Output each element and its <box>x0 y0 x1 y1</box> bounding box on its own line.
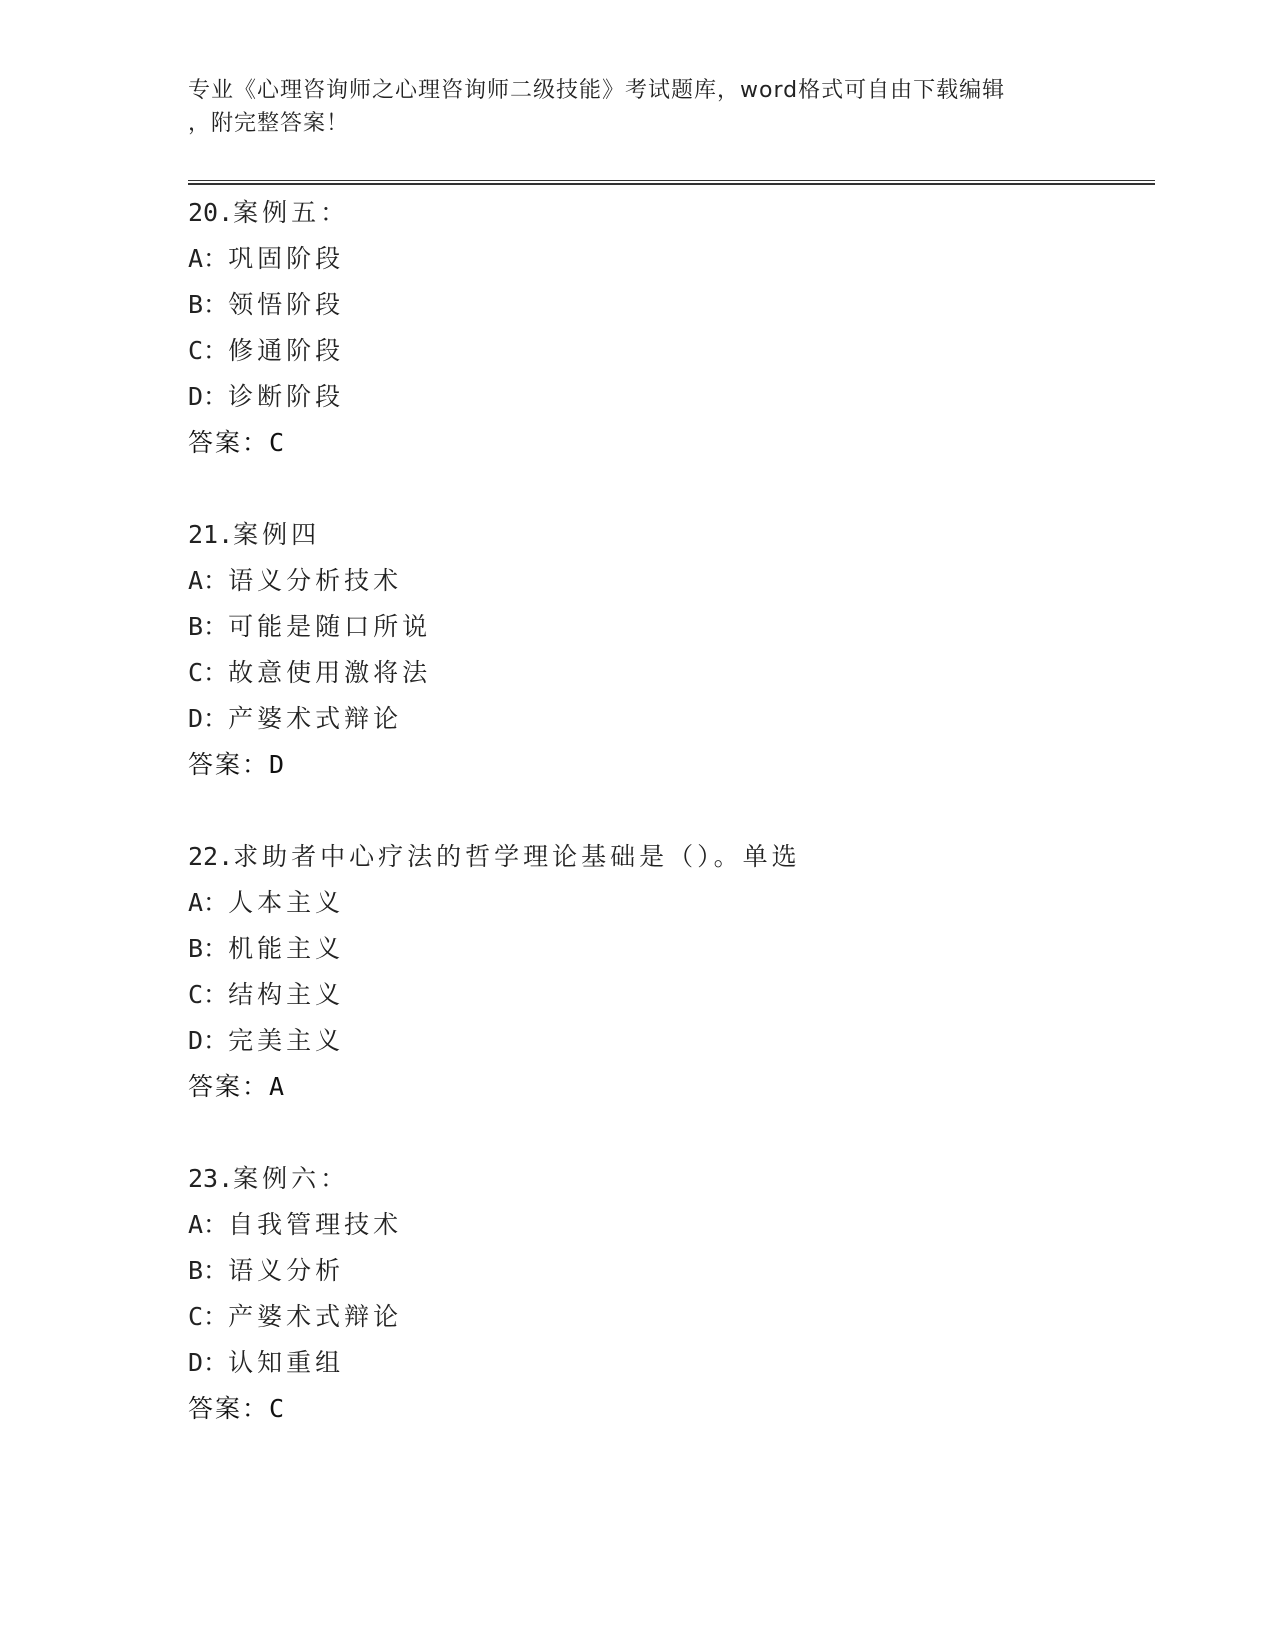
option-text: 人本主义 <box>228 888 345 917</box>
option-b <box>188 1248 1148 1294</box>
option-key: B： <box>188 1256 229 1285</box>
question-list <box>188 190 1148 1478</box>
option-text: 认知重组 <box>228 1348 345 1377</box>
question-text: 案例四 <box>233 520 321 549</box>
answer-label: 答案： <box>188 428 270 457</box>
option-text: 完美主义 <box>228 1026 345 1055</box>
answer-line <box>188 1386 1148 1432</box>
option-a <box>188 558 1148 604</box>
question-stem <box>188 1156 1148 1202</box>
question-number: 23. <box>188 1164 234 1193</box>
option-key: C： <box>188 980 229 1009</box>
question-20 <box>188 190 1148 466</box>
header-line-1: 专业《心理咨询师之心理咨询师二级技能》考试题库，word格式可自由下载编辑 <box>188 78 1006 103</box>
option-key: B： <box>188 934 229 963</box>
answer-value: D <box>269 750 285 779</box>
option-key: D： <box>188 1026 229 1055</box>
question-21 <box>188 512 1148 788</box>
header-line-2: ，附完整答案！ <box>188 111 350 136</box>
option-d <box>188 374 1148 420</box>
question-number: 21. <box>188 520 234 549</box>
option-text: 机能主义 <box>228 934 345 963</box>
option-text: 结构主义 <box>228 980 345 1009</box>
option-key: D： <box>188 1348 229 1377</box>
header-divider <box>188 180 1155 185</box>
option-key: C： <box>188 658 229 687</box>
answer-label: 答案： <box>188 750 270 779</box>
option-d <box>188 1018 1148 1064</box>
answer-line <box>188 1064 1148 1110</box>
option-text: 产婆术式辩论 <box>228 704 403 733</box>
question-number: 20. <box>188 198 234 227</box>
option-a <box>188 880 1148 926</box>
option-key: B： <box>188 290 229 319</box>
answer-value: C <box>269 428 285 457</box>
option-text: 诊断阶段 <box>228 382 345 411</box>
option-key: A： <box>188 244 229 273</box>
option-c <box>188 328 1148 374</box>
question-text: 案例六： <box>233 1164 350 1193</box>
option-key: D： <box>188 704 229 733</box>
option-d <box>188 696 1148 742</box>
option-b <box>188 604 1148 650</box>
option-a <box>188 1202 1148 1248</box>
question-stem <box>188 834 1148 880</box>
document-header <box>188 74 1088 140</box>
option-c <box>188 1294 1148 1340</box>
answer-line <box>188 420 1148 466</box>
question-22 <box>188 834 1148 1110</box>
option-text: 故意使用激将法 <box>228 658 432 687</box>
option-text: 语义分析 <box>228 1256 345 1285</box>
answer-line <box>188 742 1148 788</box>
answer-label: 答案： <box>188 1394 270 1423</box>
option-key: A： <box>188 888 229 917</box>
option-d <box>188 1340 1148 1386</box>
option-text: 自我管理技术 <box>228 1210 403 1239</box>
option-c <box>188 650 1148 696</box>
question-number: 22. <box>188 842 234 871</box>
option-a <box>188 236 1148 282</box>
option-b <box>188 926 1148 972</box>
question-23 <box>188 1156 1148 1432</box>
option-key: A： <box>188 566 229 595</box>
option-c <box>188 972 1148 1018</box>
answer-value: A <box>269 1072 285 1101</box>
option-text: 可能是随口所说 <box>228 612 432 641</box>
option-b <box>188 282 1148 328</box>
question-text: 案例五： <box>233 198 350 227</box>
option-text: 产婆术式辩论 <box>228 1302 403 1331</box>
option-key: C： <box>188 1302 229 1331</box>
option-key: D： <box>188 382 229 411</box>
option-text: 巩固阶段 <box>228 244 345 273</box>
question-text: 求助者中心疗法的哲学理论基础是（）。单选 <box>233 842 801 871</box>
question-stem <box>188 190 1148 236</box>
option-key: B： <box>188 612 229 641</box>
question-stem <box>188 512 1148 558</box>
option-text: 语义分析技术 <box>228 566 403 595</box>
answer-value: C <box>269 1394 285 1423</box>
option-text: 领悟阶段 <box>228 290 345 319</box>
option-key: A： <box>188 1210 229 1239</box>
option-key: C： <box>188 336 229 365</box>
option-text: 修通阶段 <box>228 336 345 365</box>
answer-label: 答案： <box>188 1072 270 1101</box>
